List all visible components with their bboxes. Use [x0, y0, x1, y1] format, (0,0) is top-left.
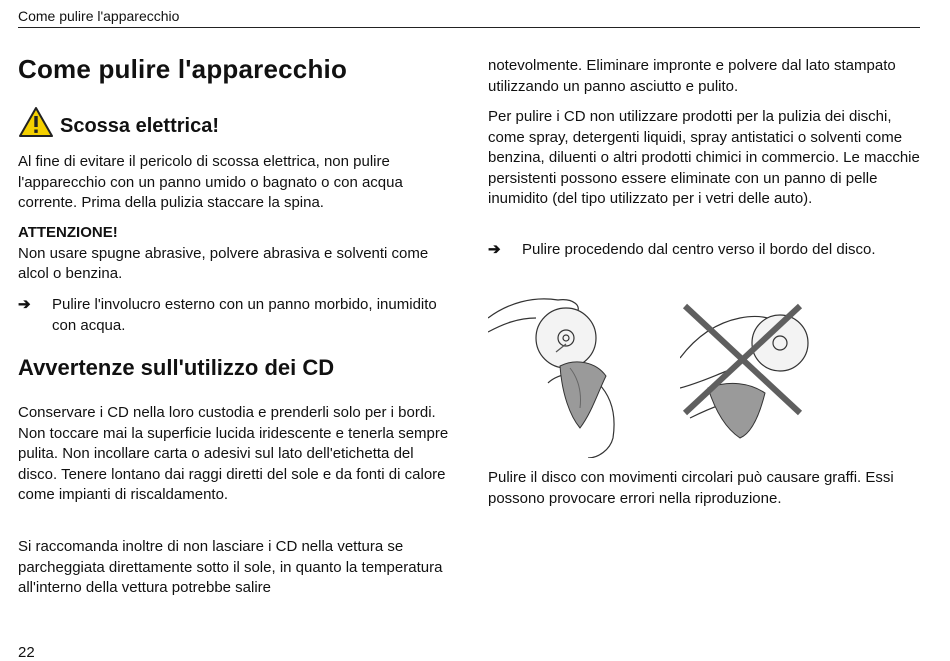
arrow-bullet-icon: ➔ [488, 241, 501, 258]
attention-text: Non usare spugne abrasive, polvere abrasiva e solventi come alcol o benzina. [18, 244, 429, 282]
warning-triangle-icon [18, 106, 54, 138]
bullet-text: Pulire procedendo dal centro verso il bordo del disco. [522, 241, 876, 258]
cd-cleaning-paragraph: Per pulire i CD non utilizzare prodotti per la pulizia dei dischi, come spray, detergenti liquidi, spray antistatici o solventi come benzina, diluenti o altri prodotti chimici in commercio. Le macchie persistenti possono essere eliminate con un panno di pelle inumidito (del tipo utilizzato per i vetri delle auto). [488, 108, 920, 207]
cd-paragraph-2: Si raccomanda inoltre di non lasciare i CD nella vettura se parcheggiata direttamente sotto il sole, in quanto la temperatura all'interno della vettura potrebbe salire [18, 538, 443, 596]
attention-block [18, 223, 448, 285]
page-title: Come pulire l'apparecchio [18, 54, 348, 84]
list-item [488, 240, 920, 261]
arrow-bullet-icon: ➔ [18, 296, 31, 313]
bullet-text: Pulire l'involucro esterno con un panno morbido, inumidito con acqua. [52, 296, 437, 334]
warning-heading [18, 105, 219, 138]
cd-paragraph-1: Conservare i CD nella loro custodia e prenderli solo per i bordi. Non toccare mai la superficie lucida iridescente e tenerla sempre pulita. Non incollare carta o adesivi sul lato dell'etichetta del disco. Tenere lontano dai raggi diretti del sole e da fonti di calore come impianti di riscaldamento. [18, 404, 449, 503]
correct-cleaning-illustration [488, 288, 638, 458]
section-title-cd: Avvertenze sull'utilizzo dei CD [18, 355, 335, 380]
page-header [18, 6, 920, 28]
cd-paragraph-continued: notevolmente. Eliminare impronte e polvere dal lato stampato utilizzando un panno asciutto e pulito. [488, 57, 896, 95]
incorrect-cleaning-illustration [680, 288, 815, 453]
warning-paragraph: Al fine di evitare il pericolo di scossa elettrica, non pulire l'apparecchio con un panno umido o bagnato o con acqua corrente. Prima della pulizia staccare la spina. [18, 153, 403, 211]
header-title: Come pulire l'apparecchio [18, 8, 180, 24]
list-item [18, 295, 448, 336]
attention-label: ATTENZIONE! [18, 224, 118, 241]
illustration-caption: Pulire il disco con movimenti circolari può causare graffi. Essi possono provocare errori nella riproduzione. [488, 469, 894, 507]
page-number: 22 [18, 644, 35, 661]
warning-title: Scossa elettrica! [60, 115, 219, 137]
